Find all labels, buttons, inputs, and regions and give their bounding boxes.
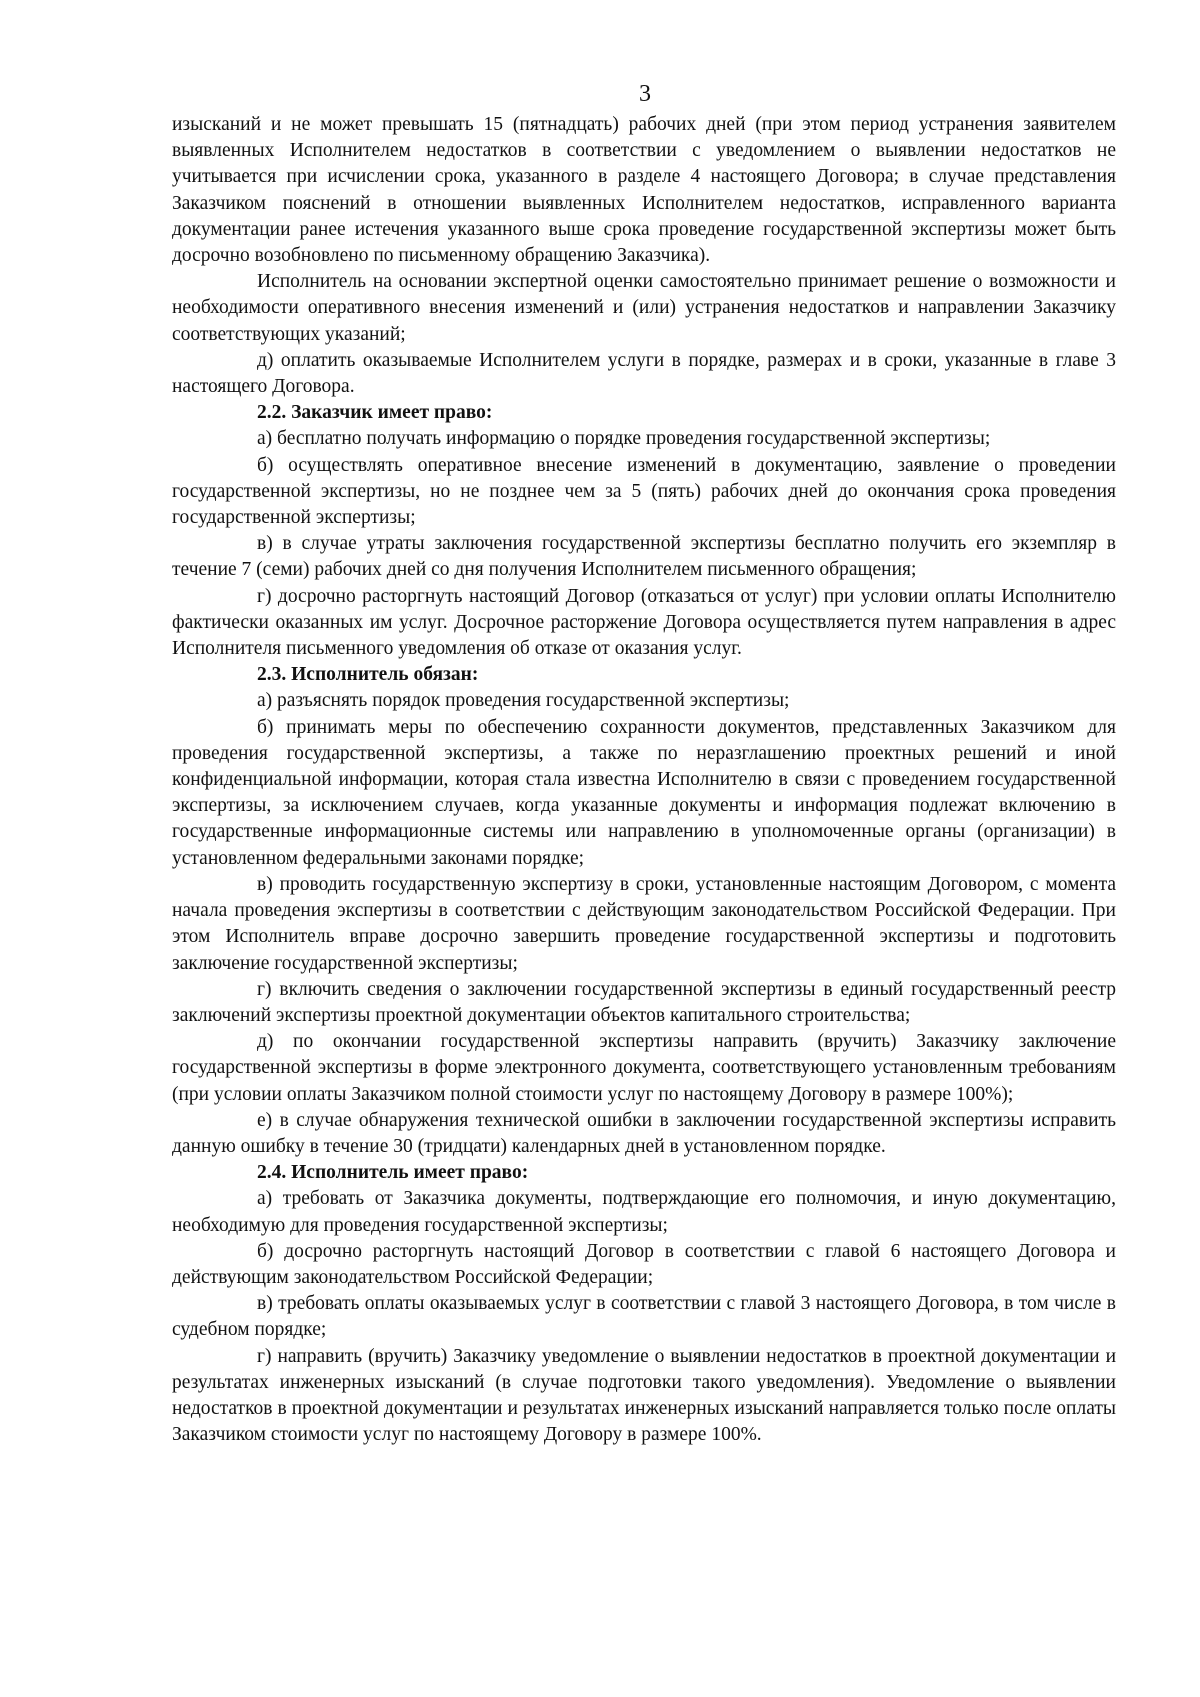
paragraph-continuation: изысканий и не может превышать 15 (пятнадцать) рабочих дней (при этом период устранения заявителем выявленных Исполнителем недостатков в соответствии с уведомлением о выявлении недостатков не учитывается при исчислении срока, указанного в разделе 4 настоящего Договора; в случае представления Заказчиком пояснений в отношении выявленных Исполнителем недостатков, исправленного варианта документации ранее истечения указанного выше срока проведение государственной экспертизы может быть досрочно возобновлено по письменному обращению Заказчика). xyxy=(172,114,1116,267)
page-number: 3 xyxy=(639,81,651,107)
paragraph-2-2-v: в) в случае утраты заключения государственной экспертизы бесплатно получить его экземпляр в течение 7 (семи) рабочих дней со дня получения Исполнителем письменного обращения; xyxy=(172,533,1116,581)
document-body xyxy=(172,112,1116,1448)
paragraph-2-2-b: б) осуществлять оперативное внесение изменений в документацию, заявление о проведении государственной экспертизы, но не позднее чем за 5 (пять) рабочих дней до окончания срока проведения государственной экспертизы; xyxy=(172,454,1116,529)
section-heading-2-3: 2.3. Исполнитель обязан: xyxy=(257,664,479,686)
paragraph-2-1-d: д) оплатить оказываемые Исполнителем услуги в порядке, размерах и в сроки, указанные в главе 3 настоящего Договора. xyxy=(172,349,1116,398)
paragraph-2-2-a: а) бесплатно получать информацию о порядке проведения государственной экспертизы; xyxy=(257,428,991,450)
paragraph-2-4-a: а) требовать от Заказчика документы, подтверждающие его полномочия, и иную документацию, необходимую для проведения государственной экспертизы; xyxy=(172,1188,1116,1236)
paragraph-executor-decision: Исполнитель на основании экспертной оценки самостоятельно принимает решение о возможности и необходимости оперативного внесения изменений и (или) устранения недостатков и направлении Заказчику соответствующих указаний; xyxy=(172,271,1116,345)
paragraph-2-2-g: г) досрочно расторгнуть настоящий Договор (отказаться от услуг) при условии оплаты Исполнителю фактически оказанных им услуг. Досрочное расторжение Договора осуществляется путем направления в адрес Исполнителя письменного уведомления об отказе от оказания услуг. xyxy=(172,585,1116,660)
paragraph-2-3-b: б) принимать меры по обеспечению сохранности документов, представленных Заказчиком для проведения государственной экспертизы, а также по неразглашению проектных решений и иной конфиденциальной информации, которая стала известна Исполнителю в связи с проведением государственной экспертизы, за исключением случаев, когда указанные документы и информация подлежат включению в государственные информационные системы или направлению в уполномоченные органы (организации) в установленном федеральными законами порядке; xyxy=(172,716,1116,869)
paragraph-2-4-g: г) направить (вручить) Заказчику уведомление о выявлении недостатков в проектной документации и результатах инженерных изысканий (в случае подготовки такого уведомления). Уведомление о выявлении недостатков в проектной документации и результатах инженерных изысканий направляется только после оплаты Заказчиком стоимости услуг по настоящему Договору в размере 100%. xyxy=(172,1345,1116,1446)
paragraph-2-3-a: а) разъяснять порядок проведения государственной экспертизы; xyxy=(257,690,790,712)
paragraph-2-4-v: в) требовать оплаты оказываемых услуг в соответствии с главой 3 настоящего Договора, в том числе в судебном порядке; xyxy=(172,1293,1116,1341)
section-heading-2-4: 2.4. Исполнитель имеет право: xyxy=(257,1162,529,1184)
paragraph-2-3-e: е) в случае обнаружения технической ошибки в заключении государственной экспертизы исправить данную ошибку в течение 30 (тридцати) календарных дней в установленном порядке. xyxy=(172,1109,1116,1157)
paragraph-2-4-b: б) досрочно расторгнуть настоящий Договор в соответствии с главой 6 настоящего Договора и действующим законодательством Российской Федерации; xyxy=(172,1240,1116,1288)
section-heading-2-2: 2.2. Заказчик имеет право: xyxy=(257,402,493,424)
paragraph-2-3-g: г) включить сведения о заключении государственной экспертизы в единый государственный реестр заключений экспертизы проектной документации объектов капитального строительства; xyxy=(172,978,1116,1026)
paragraph-2-3-d: д) по окончании государственной экспертизы направить (вручить) Заказчику заключение государственной экспертизы в форме электронного документа, соответствующего установленным требованиям (при условии оплаты Заказчиком полной стоимости услуг по настоящему Договору в размере 100%); xyxy=(172,1031,1116,1105)
paragraph-2-3-v: в) проводить государственную экспертизу в сроки, установленные настоящим Договором, с момента начала проведения экспертизы в соответствии с действующим законодательством Российской Федерации. При этом Исполнитель вправе досрочно завершить проведение государственной экспертизы и подготовить заключение государственной экспертизы; xyxy=(172,873,1116,974)
